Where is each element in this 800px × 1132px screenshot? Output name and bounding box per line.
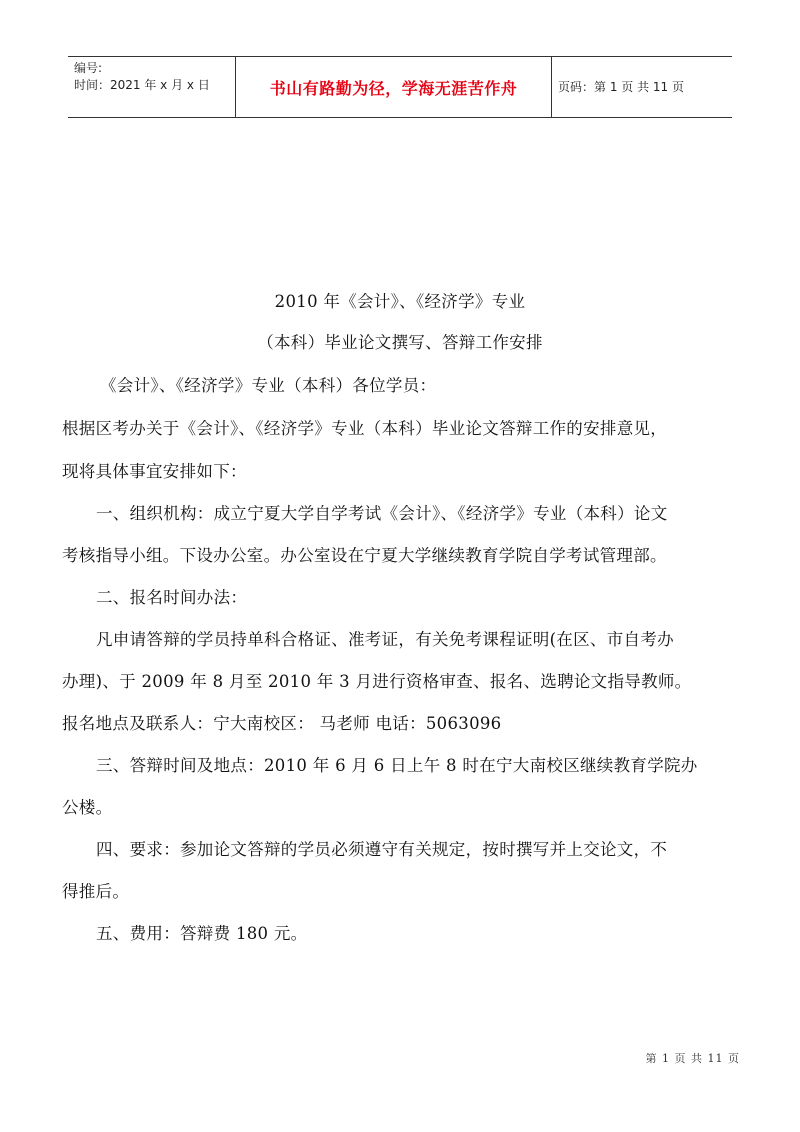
section-2-line-1: 凡申请答辩的学员持单科合格证、准考证，有关免考课程证明(在区、市自考办 bbox=[96, 630, 674, 649]
header-middle-cell bbox=[236, 57, 552, 117]
section-5-line-1: 五、费用：答辩费 180 元。 bbox=[96, 924, 308, 943]
header-motto: 书山有路勤为径，学海无涯苦作舟 bbox=[269, 79, 518, 98]
page-header bbox=[68, 56, 732, 118]
section-1-line-1: 一、组织机构：成立宁夏大学自学考试《会计》、《经济学》专业（本科）论文 bbox=[96, 504, 668, 523]
section-3-line-1: 三、答辩时间及地点：2010 年 6 月 6 日上午 8 时在宁大南校区继续教育学院办 bbox=[96, 756, 698, 775]
document-title-line-2: （本科）毕业论文撰写、答辩工作安排 bbox=[257, 333, 543, 352]
document-number: 编号: bbox=[74, 61, 103, 75]
header-right-cell bbox=[552, 57, 732, 117]
section-2-line-3: 报名地点及联系人：宁大南校区： 马老师 电话：5063096 bbox=[62, 714, 502, 733]
section-1-line-2: 考核指导小组。下设办公室。办公室设在宁夏大学继续教育学院自学考试管理部。 bbox=[62, 546, 667, 565]
header-left-cell bbox=[68, 57, 236, 117]
section-4-line-2: 得推后。 bbox=[62, 882, 130, 901]
section-4-line-1: 四、要求：参加论文答辩的学员必须遵守有关规定，按时撰写并上交论文，不 bbox=[96, 840, 668, 859]
header-page-info: 页码：第 1 页 共 11 页 bbox=[558, 80, 684, 94]
document-title-line-1: 2010 年《会计》、《经济学》专业 bbox=[274, 292, 526, 311]
section-2-line-2: 办理)、于 2009 年 8 月至 2010 年 3 月进行资格审查、报名、选聘论文指导教师。 bbox=[62, 672, 692, 691]
section-2-title: 二、报名时间办法： bbox=[96, 588, 248, 607]
intro-line-2: 现将具体事宜安排如下： bbox=[62, 462, 247, 481]
document-time: 时间：2021 年 x 月 x 日 bbox=[74, 78, 210, 92]
page-footer: 第 1 页 共 11 页 bbox=[645, 1052, 740, 1065]
intro-line-1: 根据区考办关于《会计》、《经济学》专业（本科）毕业论文答辩工作的安排意见， bbox=[62, 419, 668, 438]
salutation: 《会计》、《经济学》专业（本科）各位学员： bbox=[100, 376, 437, 395]
section-3-line-2: 公楼。 bbox=[62, 798, 113, 817]
